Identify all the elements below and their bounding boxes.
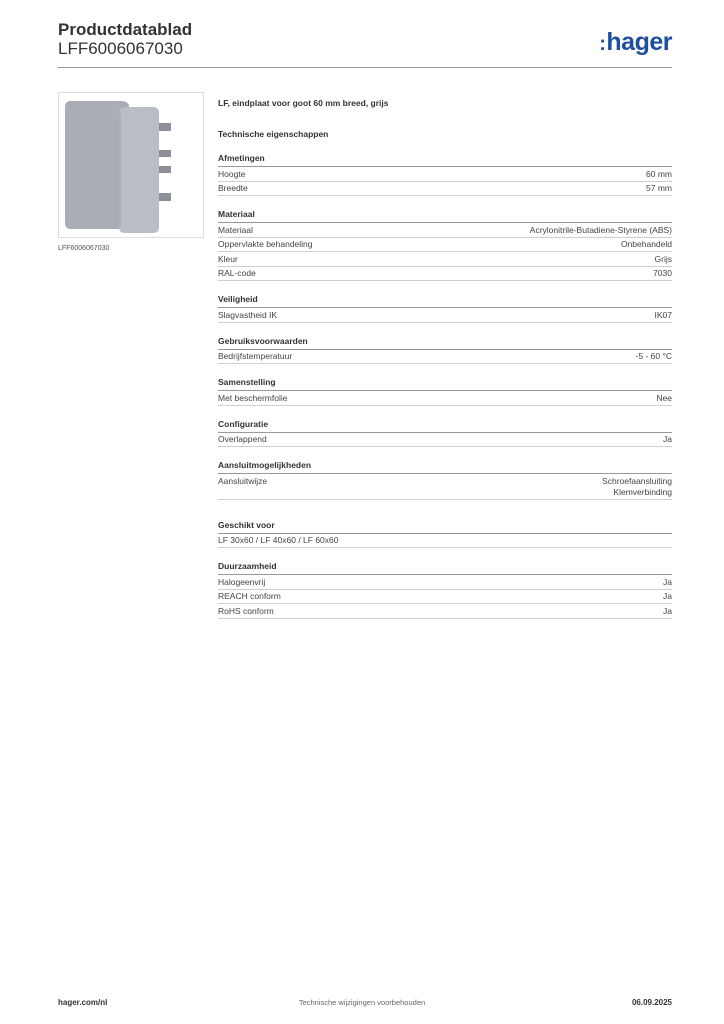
spec-row: [218, 238, 672, 253]
tech-heading: Technische eigenschappen: [218, 129, 329, 139]
hager-logo: :hager: [599, 28, 672, 56]
footer-link[interactable]: hager.com/nl: [58, 998, 108, 1007]
spec-label: Overlappend: [218, 434, 267, 444]
spec-value: [656, 393, 672, 404]
spec-row: [218, 350, 672, 365]
spec-row: [218, 575, 672, 590]
spec-value: [646, 183, 672, 194]
spec-value-line: Ja: [663, 434, 672, 444]
footer-date: 06.09.2025: [631, 998, 672, 1007]
spec-value: [621, 239, 672, 250]
spec-section: [218, 209, 672, 281]
spec-label: LF 30x60 / LF 40x60 / LF 60x60: [218, 535, 339, 545]
image-caption: LFF6006067030: [58, 245, 110, 252]
spec-row: [218, 590, 672, 605]
spec-label: RAL-code: [218, 268, 256, 278]
spec-value-line: IK07: [654, 309, 672, 320]
spec-row: [218, 167, 672, 182]
spec-value: [602, 476, 672, 498]
spec-row: [218, 308, 672, 323]
spec-section: [218, 336, 672, 365]
spec-label: RoHS conform: [218, 605, 274, 616]
logo-text: hager: [606, 28, 672, 56]
section-title: Veiligheid: [218, 294, 672, 308]
spec-row: [218, 267, 672, 282]
section-title: Gebruiksvoorwaarden: [218, 336, 672, 350]
spec-section: [218, 419, 672, 448]
spec-label: Hoogte: [218, 168, 246, 179]
section-title: Materiaal: [218, 209, 672, 223]
spec-value-line: 60 mm: [646, 168, 672, 179]
spec-value: [663, 577, 672, 588]
spec-row: [218, 604, 672, 619]
product-image: [58, 92, 204, 238]
header-divider: [58, 67, 672, 68]
section-title: Duurzaamheid: [218, 561, 672, 575]
page-title: Productdatablad: [58, 20, 193, 39]
spec-value: [655, 254, 672, 265]
section-title: Configuratie: [218, 419, 672, 433]
spec-label: Breedte: [218, 183, 248, 193]
spec-value: [646, 169, 672, 180]
section-title: Geschikt voor: [218, 520, 672, 534]
spec-value-line: Ja: [663, 576, 672, 587]
section-title: Aansluitmogelijkheden: [218, 460, 672, 474]
spec-row: [218, 391, 672, 406]
spec-section: [218, 460, 672, 500]
spec-row: [218, 182, 672, 197]
spec-value-line: -5 - 60 °C: [635, 351, 672, 361]
spec-value-line: 7030: [653, 268, 672, 278]
end-cap-illustration: [59, 93, 203, 237]
spec-label: Oppervlakte behandeling: [218, 239, 313, 249]
spec-value-line: Acrylonitrile-Butadiene-Styrene (ABS): [529, 224, 672, 235]
spec-section: [218, 377, 672, 406]
footer-disclaimer: Technische wijzigingen voorbehouden: [298, 998, 426, 1007]
spec-value-line: Ja: [663, 605, 672, 616]
spec-value-line: 57 mm: [646, 183, 672, 193]
spec-section: [218, 294, 672, 323]
spec-label: REACH conform: [218, 591, 281, 601]
spec-value: [655, 310, 673, 321]
spec-sections: [218, 153, 672, 619]
spec-value: [530, 225, 672, 236]
spec-value: [663, 591, 672, 602]
spec-value: [663, 434, 672, 445]
spec-label: Halogeenvrij: [218, 576, 266, 587]
spec-row: [218, 223, 672, 238]
spec-value-line: Schroefaansluiting: [602, 475, 672, 486]
spec-value-line: Grijs: [654, 253, 672, 264]
spec-value: [636, 351, 672, 362]
spec-row: [218, 534, 672, 549]
spec-row: [218, 474, 672, 500]
spec-value-line: Ja: [663, 591, 672, 601]
spec-row: [218, 252, 672, 267]
spec-value-line: Onbehandeld: [620, 239, 672, 249]
spec-row: [218, 433, 672, 448]
spec-label: Kleur: [218, 253, 238, 264]
spec-value: [663, 606, 672, 617]
spec-label: Aansluitwijze: [218, 475, 268, 486]
spec-value-line: Nee: [656, 392, 672, 403]
spec-value-line: Klemverbinding: [613, 486, 672, 497]
product-description: LF, eindplaat voor goot 60 mm breed, grijs: [218, 98, 389, 108]
spec-label: Bedrijfstemperatuur: [218, 351, 293, 361]
spec-value: [653, 268, 672, 279]
product-specs: [218, 92, 672, 619]
spec-section: [218, 153, 672, 196]
spec-section: [218, 561, 672, 619]
product-number: LFF6006067030: [58, 39, 183, 58]
section-title: Afmetingen: [218, 153, 672, 167]
spec-label: Slagvastheid IK: [218, 309, 278, 320]
spec-section: [218, 520, 672, 549]
section-title: Samenstelling: [218, 377, 672, 391]
spec-label: Materiaal: [218, 224, 253, 235]
spec-label: Met beschermfolie: [218, 392, 288, 403]
